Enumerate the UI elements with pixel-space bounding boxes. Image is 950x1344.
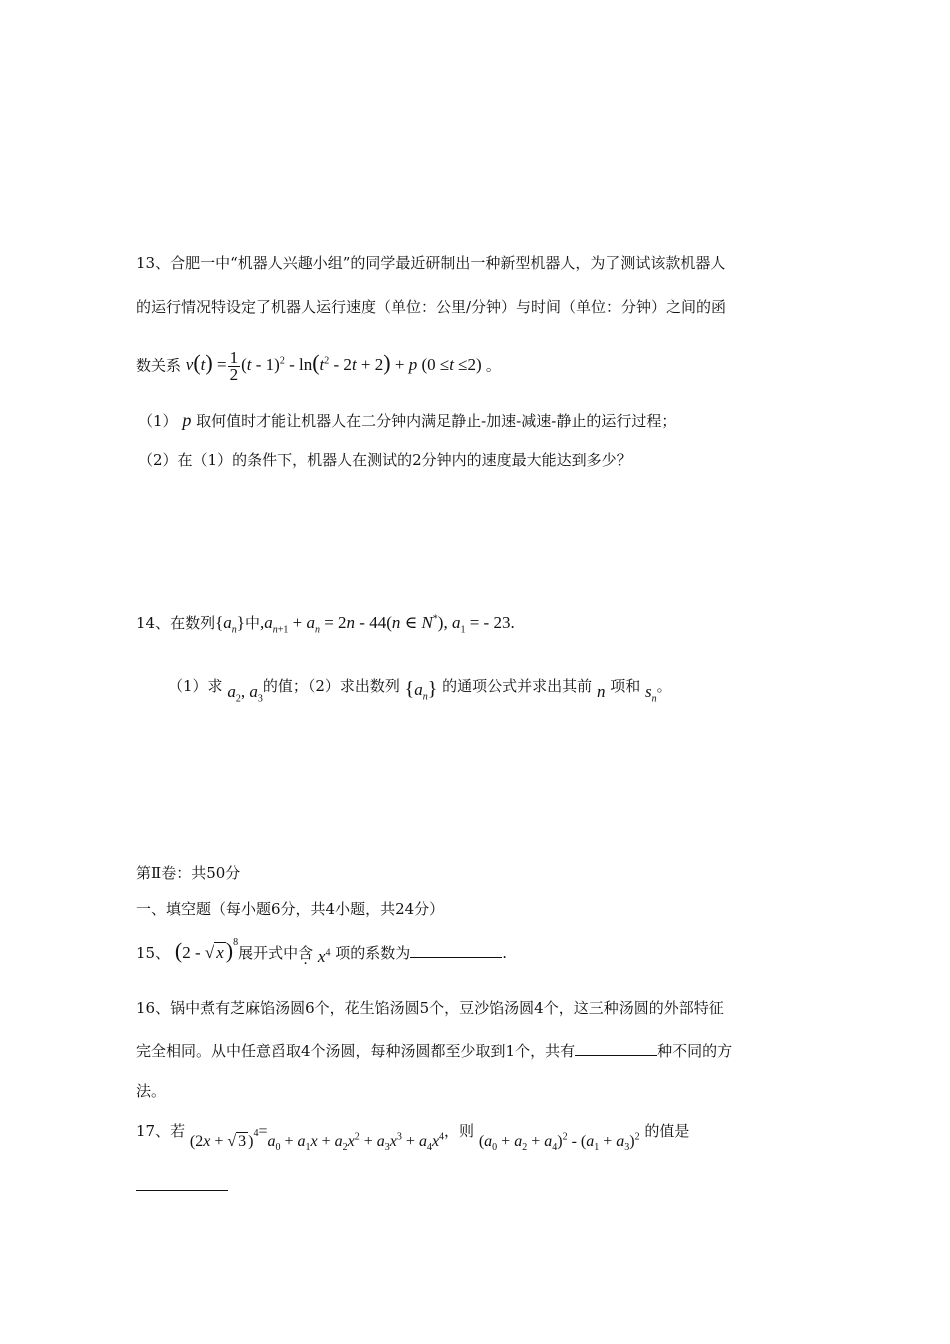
q15-x4: $x^4$: [317, 947, 331, 966]
q14-sub-e: 。: [656, 677, 672, 695]
q17-mid: ，则: [444, 1122, 475, 1140]
q14-zhong: 中: [244, 614, 260, 632]
q14-a2a3: $a_2$, $a_3$: [227, 682, 263, 705]
q15-end: .: [502, 944, 508, 962]
q16-line2-b: 种不同的方: [657, 1042, 733, 1060]
q17-expression: $(a_0 + a_2 + a_4)^2 - (a_1 + a_3)^2$: [478, 1131, 640, 1154]
q17-prefix: 17、若: [136, 1122, 186, 1140]
q14-sub: [168, 674, 672, 705]
part2-title: 第Ⅱ卷：共50分: [136, 864, 241, 882]
q14-prefix: 14、在数列: [136, 614, 216, 632]
q14-sub-c: 的通项公式并求出其前: [442, 677, 593, 695]
q13-formula-end: 。: [485, 356, 501, 375]
q15-text-a: 展开式中: [238, 944, 299, 962]
q15-text-b: 项的系数为: [335, 944, 411, 962]
q16-line2-a: 完全相同。从中任意舀取4个汤圆，每种汤圆都至少取到1个，共有: [136, 1042, 576, 1060]
q17-expansion: (2x + √ 3 )$^4=a_0 + a_1x + a_2x^2 + a_3x^3 + a_4x^4$: [189, 1123, 445, 1154]
q14-seq-brace: $\{a_n\}$: [215, 613, 245, 636]
q14-sub-d: 项和: [610, 677, 641, 695]
q17-end: 的值是: [644, 1122, 690, 1140]
q13-sub1-var: p: [182, 410, 192, 430]
q15-prefix: 15、: [136, 944, 171, 962]
q16-line1: 16、锅中煮有芝麻馅汤圆6个，花生馅汤圆5个，豆沙馅汤圆4个，这三种汤圆的外部特征: [136, 999, 724, 1017]
q14-n-var: n: [596, 682, 606, 701]
q16-line3: 法。: [136, 1082, 167, 1100]
q13-formula-prefix: 数关系: [136, 356, 182, 375]
q13-velocity-formula: v(t) = $\frac{1}{2}$ $(t - 1)^2 - \ln(t^2 - 2t + 2) + p$ (0 ≤t ≤2): [185, 348, 486, 384]
q14-sn: $s_n$: [645, 682, 657, 705]
q15-line: [136, 937, 508, 966]
section-title: 一、填空题（每小题6分，共4小题，共24分）: [136, 900, 445, 918]
q14-line: [136, 612, 515, 635]
q13-sub2: （2）在（1）的条件下，机器人在测试的2分钟内的速度最大能达到多少？: [138, 451, 632, 469]
q15-answer-blank[interactable]: [410, 943, 502, 958]
q13-line1: 13、合肥一中“机器人兴趣小组”的同学最近研制出一种新型机器人，为了测试该款机器人: [136, 254, 726, 272]
q14-recurrence: $,a_{n+1} + a_n = 2n - 44(n$ ∈ N*), $a_1$ = - 23.: [259, 613, 515, 636]
q13-line2: 的运行情况特设定了机器人运行速度（单位：公里/分钟）与时间（单位：分钟）之间的函: [136, 298, 727, 316]
q13-sub1-text: 取何值时才能让机器人在二分钟内满足静止-加速-减速-静止的运行过程；: [196, 412, 677, 430]
q13-sub1: [138, 410, 676, 431]
q17-line: [136, 1120, 690, 1154]
q13-sub1-prefix: （1）: [138, 412, 178, 430]
q14-sub-b: 的值；（2）求出数列: [262, 677, 400, 695]
q16-answer-blank[interactable]: [575, 1041, 657, 1056]
q15-binomial: (2 - √ x)$^8$: [174, 937, 239, 963]
q14-an-set: $\{a_n\}$: [404, 678, 438, 703]
q16-line2: [136, 1040, 732, 1061]
q17-answer-blank[interactable]: [136, 1190, 228, 1191]
q14-sub-a: （1）求: [168, 677, 223, 695]
q15-han: 含: [298, 944, 314, 962]
q13-formula-line: [136, 350, 501, 383]
